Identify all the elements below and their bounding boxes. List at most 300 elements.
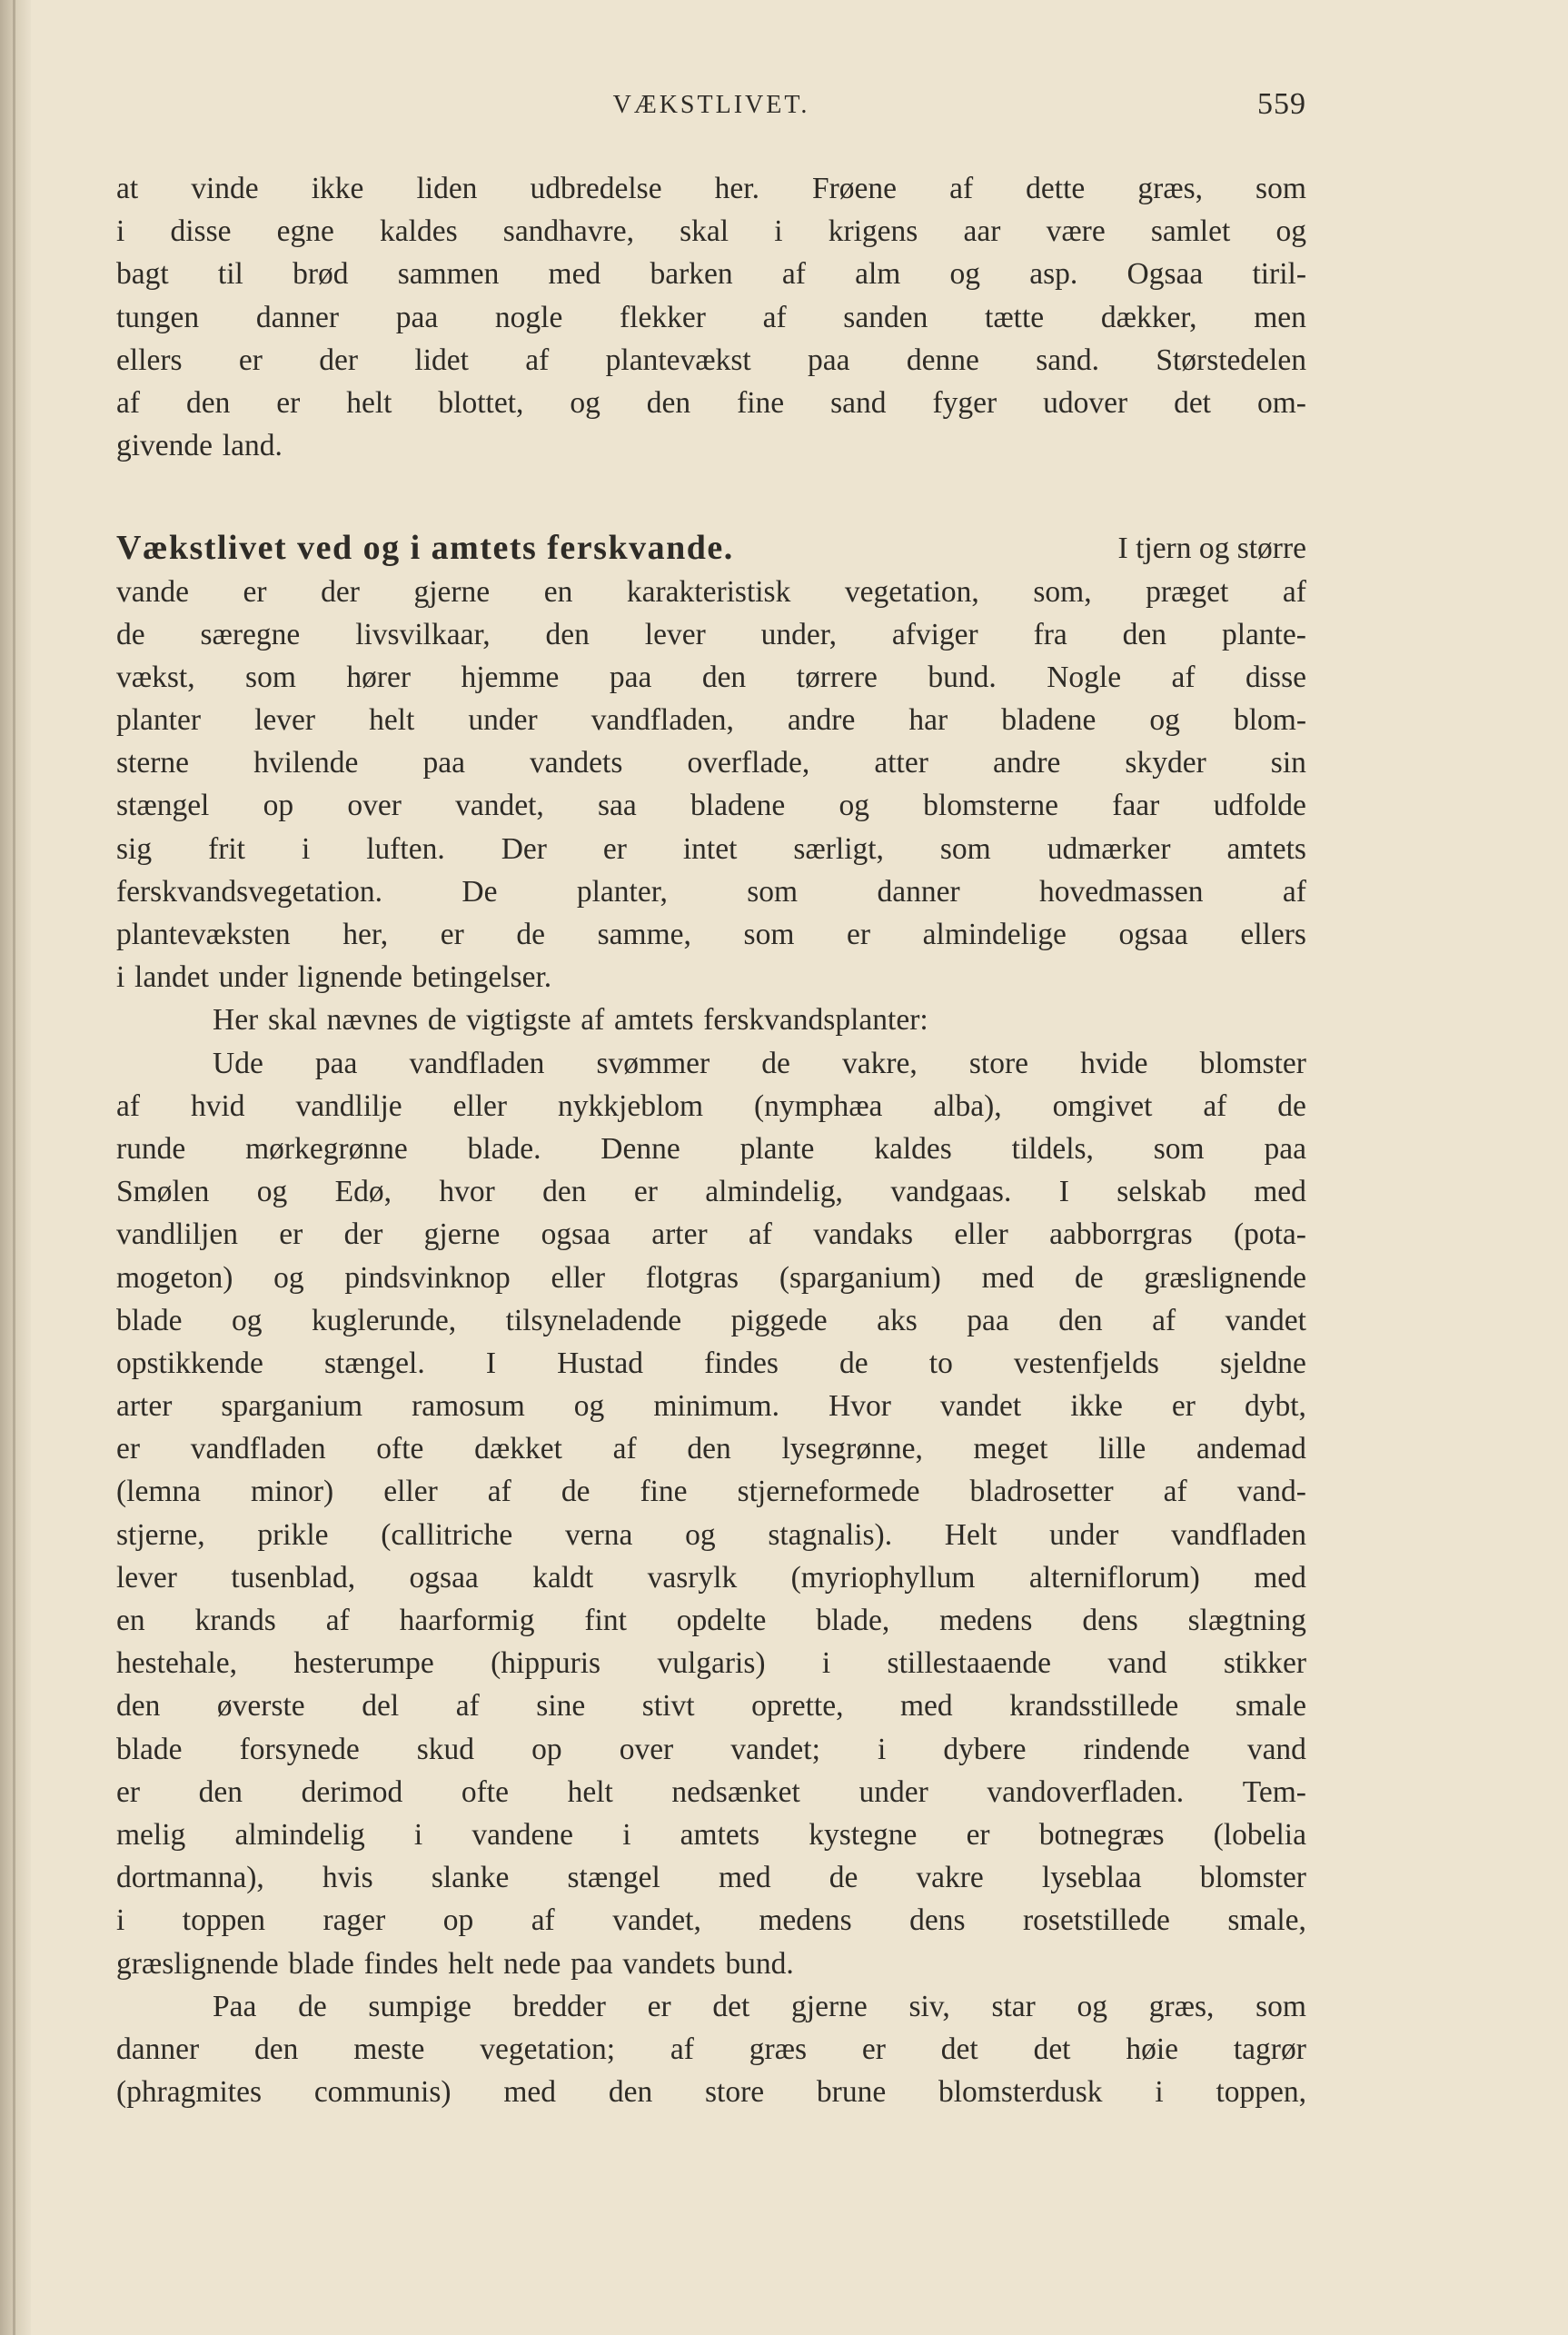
word: bund. — [928, 660, 997, 694]
word: arter — [116, 1389, 173, 1424]
word: som, — [1033, 574, 1092, 609]
running-head: VÆKSTLIVET. — [612, 91, 810, 119]
word: der — [319, 343, 359, 377]
word: under — [218, 960, 288, 995]
word: er — [861, 2032, 886, 2066]
text-line — [116, 1985, 1306, 2028]
word: almindelig — [234, 1817, 365, 1852]
word: vegetation; — [480, 2032, 616, 2066]
word: krigens — [828, 214, 918, 249]
word: i — [116, 960, 125, 995]
text-line — [116, 1042, 1306, 1085]
word: tusenblad, — [231, 1560, 356, 1595]
word: de — [1277, 1088, 1306, 1123]
word: egne — [276, 214, 334, 249]
word: som — [1153, 1131, 1205, 1166]
word: og — [839, 789, 869, 823]
word: I — [1058, 1175, 1069, 1209]
word: de — [1075, 1260, 1104, 1295]
text-line — [116, 1128, 1306, 1170]
word: Nogle — [1047, 660, 1122, 694]
word: græs, — [1137, 172, 1203, 205]
word: samlet — [1150, 214, 1231, 249]
word: stjerneformede — [737, 1475, 920, 1509]
word: ogsaa — [1118, 918, 1188, 951]
word: vande — [116, 574, 189, 609]
word: af — [612, 1432, 637, 1466]
word: (pota- — [1233, 1217, 1306, 1252]
word: meget — [973, 1432, 1048, 1466]
text-line — [116, 699, 1306, 741]
word: meste — [353, 2032, 425, 2066]
word: hjemme — [461, 660, 560, 694]
word: blade. — [467, 1131, 541, 1166]
word: sandhavre, — [502, 214, 634, 249]
word: bladene — [690, 789, 786, 823]
word: særegne — [200, 617, 301, 651]
word: prikle — [257, 1517, 329, 1552]
word: vakre — [916, 1861, 984, 1895]
word: vigtigste — [466, 1003, 571, 1038]
word: blomster — [1199, 1046, 1306, 1080]
word: den — [687, 1432, 731, 1466]
text-line — [116, 870, 1306, 913]
word: krandsstillede — [1009, 1689, 1179, 1724]
word: nedsænket — [671, 1774, 800, 1809]
word: stængel — [116, 789, 210, 823]
word: ikke — [1070, 1389, 1123, 1424]
word: Her — [213, 1003, 259, 1038]
word: blade — [116, 1732, 183, 1766]
word: blomster — [1199, 1861, 1306, 1895]
word: i — [622, 1817, 631, 1852]
word: lignende — [297, 960, 402, 995]
word: communis) — [313, 2075, 452, 2110]
word: forsynede — [239, 1732, 360, 1766]
word: plante- — [1221, 617, 1306, 651]
word: andemad — [1196, 1432, 1306, 1466]
word: være — [1046, 214, 1106, 249]
word: vandet, — [455, 789, 544, 823]
word: i — [877, 1732, 887, 1766]
word: danner — [877, 874, 960, 909]
word: som — [245, 660, 296, 694]
word: til — [217, 257, 243, 292]
word: opdelte — [676, 1604, 767, 1637]
word: græslignende — [116, 1946, 279, 1981]
word: hvor — [439, 1175, 495, 1209]
word: tungen — [116, 300, 200, 334]
word: andre — [992, 746, 1061, 780]
word: mørkegrønne — [245, 1131, 408, 1166]
word: barken — [650, 257, 733, 292]
word: paa — [395, 300, 439, 334]
text-line — [116, 956, 1306, 999]
section-gap — [116, 467, 1306, 527]
word: ellers — [1240, 918, 1306, 951]
word: i — [821, 1646, 831, 1681]
word: de — [761, 1046, 790, 1080]
word: under — [1049, 1517, 1119, 1552]
word: aks — [877, 1303, 918, 1337]
word: alba), — [933, 1088, 1002, 1123]
word: plante — [739, 1131, 815, 1166]
word: brune — [816, 2075, 887, 2110]
word: paa — [571, 1946, 613, 1981]
word: som — [743, 918, 795, 951]
word: vestenfjelds — [1013, 1346, 1159, 1380]
word: planter, — [576, 874, 668, 909]
word: græs, — [1148, 1989, 1215, 2023]
word: i — [301, 831, 311, 866]
word: findes — [704, 1346, 779, 1380]
word: blade, — [816, 1604, 890, 1637]
word: flotgras — [645, 1260, 739, 1295]
word: i — [116, 1903, 125, 1938]
word: udbredelse — [530, 172, 662, 205]
word: med — [718, 1861, 771, 1895]
word: selskab — [1116, 1175, 1206, 1209]
word: Der — [501, 831, 547, 866]
text-line — [116, 828, 1306, 870]
word: af — [762, 300, 787, 334]
word: af — [670, 2032, 694, 2066]
text-line — [116, 1342, 1306, 1385]
word: samme, — [597, 918, 691, 951]
word: over — [619, 1732, 674, 1766]
word: tagrør — [1233, 2032, 1306, 2066]
text-line — [116, 913, 1306, 956]
word: sig — [116, 831, 153, 866]
word: men — [1254, 300, 1306, 334]
word: op — [531, 1732, 562, 1766]
word: af — [525, 343, 550, 377]
word: vandet — [1225, 1303, 1306, 1337]
text-line — [116, 1470, 1306, 1513]
word: afviger — [891, 617, 978, 651]
word: den — [116, 1689, 161, 1724]
word: med — [503, 2075, 557, 2110]
word: store — [968, 1046, 1029, 1080]
word: lever — [644, 617, 706, 651]
word: stikker — [1223, 1646, 1306, 1681]
word: de — [829, 1861, 858, 1895]
word: det — [940, 2032, 978, 2066]
word: vegetation, — [844, 574, 979, 609]
word: græslignende — [1144, 1260, 1306, 1295]
word: luften. — [366, 831, 445, 866]
word: smale — [1235, 1689, 1306, 1724]
text-line — [116, 741, 1306, 784]
word: hovedmassen — [1039, 874, 1204, 909]
text-line — [116, 1943, 1306, 1985]
word: vandet; — [730, 1732, 820, 1766]
word: fint — [584, 1604, 627, 1637]
word: de — [561, 1475, 590, 1509]
word: denne — [906, 343, 979, 377]
word: brød — [293, 257, 349, 292]
word: gjerne — [413, 574, 491, 609]
text-line — [116, 1813, 1306, 1856]
word: nogle — [494, 300, 563, 334]
word: er — [116, 1774, 141, 1809]
word: (phragmites — [116, 2075, 263, 2110]
word: de — [516, 918, 546, 951]
word: er — [276, 385, 301, 420]
word: sine — [536, 1689, 586, 1724]
word: andre — [787, 703, 856, 738]
word: af — [748, 1217, 772, 1252]
word: Hustad — [557, 1346, 643, 1380]
text-line — [116, 784, 1306, 827]
word: med — [548, 257, 601, 292]
text-line — [116, 2028, 1306, 2071]
word: dybere — [943, 1732, 1027, 1766]
word: vinde — [191, 172, 259, 205]
word: dækket — [474, 1432, 562, 1466]
word: vandets — [530, 746, 623, 780]
word: vand — [1246, 1732, 1306, 1766]
word: den — [701, 660, 747, 694]
word: og — [1275, 214, 1306, 249]
word: kaldes — [874, 1131, 952, 1166]
word: betingelser. — [412, 960, 552, 995]
word: landet — [134, 960, 209, 995]
word: dortmanna), — [116, 1861, 264, 1895]
text-line — [116, 1642, 1306, 1684]
word: lyseblaa — [1041, 1861, 1142, 1895]
text-line — [116, 656, 1306, 699]
word: og — [1077, 1989, 1108, 2023]
word: vand- — [1236, 1475, 1306, 1509]
word: rindende — [1083, 1732, 1190, 1766]
word: (lobelia — [1213, 1817, 1306, 1852]
text-line — [116, 339, 1306, 382]
word: med — [1254, 1175, 1306, 1209]
word: det — [1033, 2032, 1071, 2066]
word: gjerne — [791, 1989, 868, 2023]
word: de — [298, 1989, 327, 2023]
word: vandfladen, — [590, 703, 734, 738]
word: af — [1152, 1303, 1176, 1337]
word: helt — [567, 1774, 613, 1809]
word: helt — [369, 703, 415, 738]
word: dækker, — [1100, 300, 1197, 334]
word: lille — [1098, 1432, 1146, 1466]
paragraph-4 — [116, 1042, 1306, 1985]
text-line — [116, 2071, 1306, 2113]
word: ofte — [461, 1774, 509, 1809]
word: almindelige — [922, 918, 1067, 951]
word: Frøene — [812, 172, 898, 205]
word: Tem- — [1242, 1774, 1306, 1809]
word: dens — [1082, 1604, 1138, 1637]
word: vasrylk — [647, 1560, 738, 1595]
word: af — [1163, 1475, 1187, 1509]
word: stivt — [641, 1689, 695, 1724]
word: slægtning — [1187, 1604, 1306, 1637]
word: kystegne — [809, 1817, 918, 1852]
text-line — [116, 1170, 1306, 1213]
word: sammen — [397, 257, 500, 292]
word: den — [1058, 1303, 1103, 1337]
word: udmærker — [1047, 831, 1171, 866]
word: stjerne, — [116, 1517, 205, 1552]
word: en — [116, 1604, 145, 1637]
word: vandlilje — [295, 1088, 402, 1123]
word: vandgaas. — [890, 1175, 1012, 1209]
word: rosetstillede — [1023, 1903, 1170, 1938]
word: danner — [255, 300, 340, 334]
word: (hippuris — [491, 1646, 601, 1681]
word: lysegrønne, — [781, 1432, 923, 1466]
word: vandene — [471, 1817, 574, 1852]
word: givende — [116, 429, 213, 463]
word: hører — [346, 660, 412, 694]
word: frit — [208, 831, 245, 866]
word: stillestaaende — [887, 1646, 1051, 1681]
word: planter — [116, 703, 202, 738]
word: over — [347, 789, 402, 823]
word: stagnalis). — [768, 1517, 893, 1552]
word: amtets — [680, 1817, 760, 1852]
word: nævnes — [326, 1003, 419, 1038]
word: ikke — [311, 172, 364, 205]
word: star — [991, 1989, 1036, 2023]
heading-line-text: I tjern og større — [1117, 532, 1306, 566]
word: Ogsaa — [1126, 257, 1204, 292]
word: karakteristisk — [626, 574, 791, 609]
word: som — [1255, 172, 1306, 205]
text-line — [116, 1684, 1306, 1727]
word: arter — [651, 1217, 708, 1252]
word: eller — [452, 1088, 508, 1123]
word: nede — [503, 1946, 561, 1981]
word: af — [531, 1903, 555, 1938]
word: vandoverfladen. — [987, 1774, 1185, 1809]
word: ferskvandsvegetation. — [116, 874, 383, 909]
word: og — [570, 385, 600, 420]
word: hestehale, — [116, 1646, 238, 1681]
word: smale, — [1227, 1903, 1306, 1938]
word: vandet, — [612, 1903, 701, 1938]
word: ogsaa — [409, 1560, 479, 1595]
word: øverste — [216, 1689, 305, 1724]
word: vandfladen — [190, 1432, 326, 1466]
paragraph-5 — [116, 1985, 1306, 2114]
word: paa — [609, 660, 652, 694]
word: rager — [323, 1903, 386, 1938]
word: sparganium — [221, 1389, 363, 1424]
word: skud — [416, 1732, 475, 1766]
word: skal — [267, 1003, 317, 1038]
word: den — [545, 617, 590, 651]
word: almindelig, — [705, 1175, 843, 1209]
text-line — [116, 1257, 1306, 1299]
word: er — [116, 1432, 141, 1466]
word: af — [949, 172, 974, 205]
text-line — [116, 1728, 1306, 1771]
word: den — [198, 1774, 243, 1809]
paragraph-1 — [116, 167, 1306, 467]
word: store — [705, 2075, 765, 2110]
word: paa — [1264, 1131, 1306, 1166]
word: den — [608, 2075, 653, 2110]
word: er — [1171, 1389, 1196, 1424]
word: ofte — [376, 1432, 424, 1466]
word: det — [712, 1989, 750, 2023]
word: tilsyneladende — [505, 1303, 682, 1337]
word: omgivet — [1052, 1088, 1153, 1123]
word: i — [774, 214, 783, 249]
word: helt — [448, 1946, 494, 1981]
word: af — [1171, 660, 1196, 694]
word: dybt, — [1244, 1389, 1306, 1424]
word: med — [900, 1689, 953, 1724]
word: Ude — [213, 1046, 263, 1080]
word: Helt — [944, 1517, 997, 1552]
text-line — [116, 296, 1306, 339]
word: høie — [1126, 2032, 1179, 2066]
word: særligt, — [793, 831, 884, 866]
word: bund. — [725, 1946, 794, 1981]
word: tiril- — [1252, 257, 1306, 292]
word: den — [254, 2032, 299, 2066]
word: lever — [254, 703, 316, 738]
word: om- — [1256, 385, 1306, 420]
text-line — [116, 1771, 1306, 1813]
text-line — [116, 1427, 1306, 1470]
word: vulgaris) — [657, 1646, 766, 1681]
word: de — [427, 1003, 457, 1038]
word: blottet, — [438, 385, 524, 420]
text-line — [116, 613, 1306, 656]
word: paa — [808, 343, 850, 377]
word: overflade, — [687, 746, 810, 780]
word: hesterumpe — [293, 1646, 434, 1681]
text-line — [116, 571, 1306, 613]
word: liden — [416, 172, 478, 205]
word: er — [243, 574, 267, 609]
word: aar — [963, 214, 1001, 249]
word: hvid — [190, 1088, 245, 1123]
word: kaldt — [532, 1560, 594, 1595]
word: vakre, — [842, 1046, 918, 1080]
word: udfolde — [1213, 789, 1306, 823]
word: svømmer — [596, 1046, 710, 1080]
word: sumpige — [368, 1989, 471, 2023]
word: eller — [383, 1475, 438, 1509]
word: det — [1174, 385, 1211, 420]
word: græs — [749, 2032, 808, 2066]
word: i — [116, 214, 125, 249]
word: eller — [551, 1260, 606, 1295]
word: i — [1155, 2075, 1164, 2110]
word: eller — [954, 1217, 1008, 1252]
word: bredder — [512, 1989, 606, 2023]
word: af — [325, 1604, 350, 1637]
word: og — [273, 1260, 304, 1295]
section-heading: Vækstlivet ved og i amtets ferskvande. — [116, 529, 734, 568]
text-line — [116, 253, 1306, 295]
word: der — [321, 574, 360, 609]
word: tætte — [985, 300, 1045, 334]
word: bladene — [1001, 703, 1097, 738]
word: blade — [288, 1946, 354, 1981]
word: i — [413, 1817, 423, 1852]
text-line — [116, 1085, 1306, 1128]
word: op — [442, 1903, 474, 1938]
